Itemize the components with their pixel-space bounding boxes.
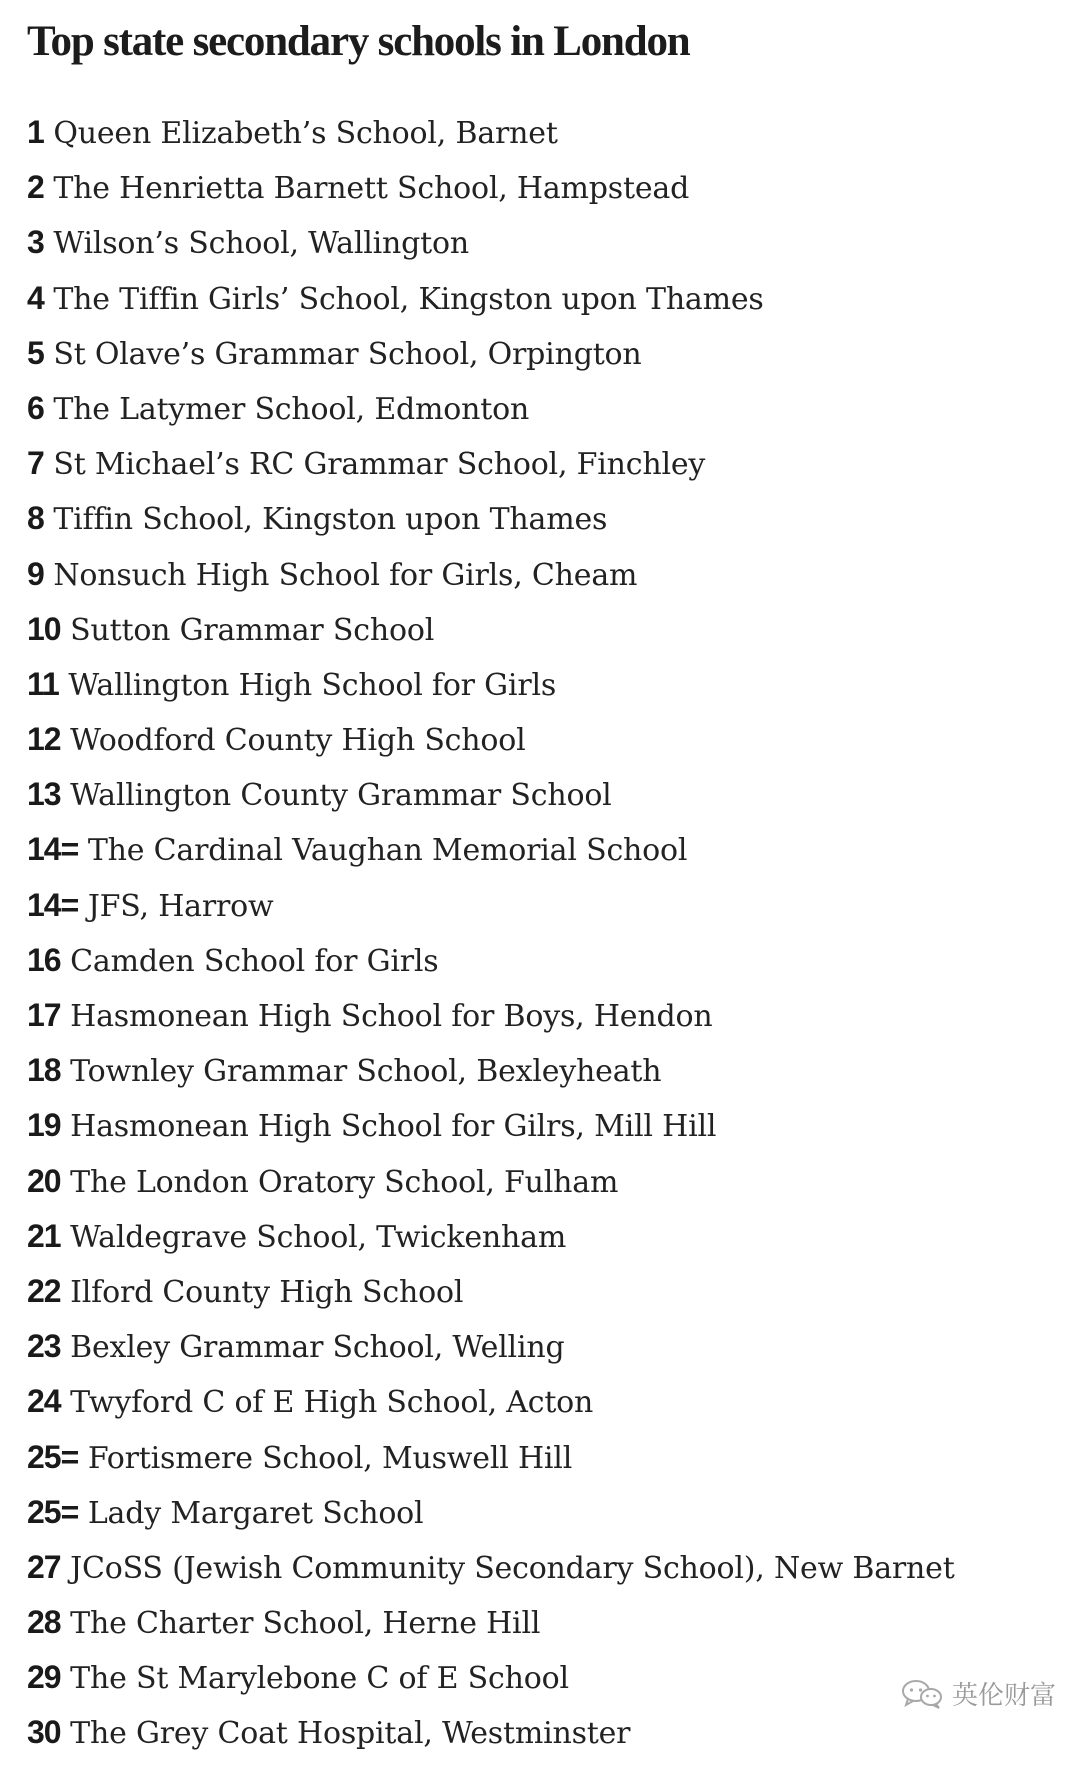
school-name: JFS, Harrow <box>87 888 274 924</box>
school-rank: 2 <box>27 169 44 206</box>
school-name: Wallington High School for Girls <box>68 667 557 703</box>
school-name: The Latymer School, Edmonton <box>53 391 530 427</box>
school-name: Sutton Grammar School <box>70 612 435 648</box>
school-name: The Cardinal Vaughan Memorial School <box>87 833 688 869</box>
school-rank: 11 <box>27 665 59 702</box>
list-item <box>27 1215 1057 1270</box>
school-rank: 10 <box>27 610 61 647</box>
list-item <box>27 1270 1057 1325</box>
school-name: Townley Grammar School, Bexleyheath <box>70 1054 662 1090</box>
list-item <box>27 1546 1057 1601</box>
school-name: Lady Margaret School <box>87 1495 424 1531</box>
school-name: The Henrietta Barnett School, Hampstead <box>53 171 690 207</box>
list-item <box>27 1601 1057 1656</box>
school-name: Hasmonean High School for Boys, Hendon <box>70 999 713 1034</box>
school-rank: 1 <box>27 114 44 150</box>
school-name: The London Oratory School, Fulham <box>70 1164 619 1200</box>
school-rank: 12 <box>27 721 61 758</box>
school-name: Wilson’s School, Wallington <box>53 226 470 262</box>
school-name: The Grey Coat Hospital, Westminster <box>70 1716 631 1752</box>
list-item <box>27 111 1057 166</box>
list-item <box>27 663 1057 718</box>
school-rank: 13 <box>27 776 61 813</box>
school-name: Ilford County High School <box>70 1274 464 1310</box>
school-rank: 6 <box>27 389 44 426</box>
school-rank: 29 <box>27 1659 61 1696</box>
school-rank: 5 <box>27 334 44 371</box>
list-item <box>27 1436 1057 1491</box>
wechat-icon <box>900 1678 944 1710</box>
school-rank: 30 <box>27 1714 61 1751</box>
school-rank: 23 <box>27 1328 61 1365</box>
school-rank: 18 <box>27 1052 61 1089</box>
list-item <box>27 442 1057 497</box>
watermark <box>900 1675 1056 1712</box>
school-name: Bexley Grammar School, Welling <box>70 1330 565 1366</box>
list-item <box>27 608 1057 663</box>
watermark-text: 英伦财富 <box>951 1681 1056 1711</box>
school-rank: 14= <box>27 831 79 868</box>
list-item <box>27 1104 1057 1159</box>
school-name: St Olave’s Grammar School, Orpington <box>53 336 642 372</box>
list-item <box>27 939 1057 994</box>
school-name: The St Marylebone C of E School <box>70 1661 569 1697</box>
school-rank: 19 <box>27 1107 61 1144</box>
school-name: JCoSS (Jewish Community Secondary School), New Barnet <box>70 1550 955 1586</box>
school-rank: 7 <box>27 445 44 482</box>
list-item <box>27 1160 1057 1215</box>
school-rank: 17 <box>27 997 61 1033</box>
school-rank: 4 <box>27 279 44 316</box>
school-rank: 8 <box>27 500 44 537</box>
list-item <box>27 1711 1057 1766</box>
list-item <box>27 1491 1057 1546</box>
school-name: Hasmonean High School for Gilrs, Mill Hill <box>70 1109 717 1145</box>
school-name: Camden School for Girls <box>70 943 439 979</box>
school-name: Fortismere School, Muswell Hill <box>87 1440 573 1476</box>
school-list <box>27 111 1057 1767</box>
list-item <box>27 497 1057 552</box>
list-item <box>27 718 1057 773</box>
list-item <box>27 994 1057 1049</box>
list-item <box>27 1325 1057 1380</box>
list-item <box>27 1380 1057 1435</box>
school-name: The Tiffin Girls’ School, Kingston upon Thames <box>53 281 764 317</box>
page-title: Top state secondary schools in London <box>27 18 690 65</box>
school-name: Tiffin School, Kingston upon Thames <box>53 502 608 538</box>
school-rank: 25= <box>27 1493 79 1530</box>
school-name: Wallington County Grammar School <box>70 778 612 814</box>
school-name: Waldegrave School, Twickenham <box>70 1219 567 1255</box>
list-item <box>27 332 1057 387</box>
school-rank: 22 <box>27 1272 61 1309</box>
school-name: Twyford C of E High School, Acton <box>70 1385 594 1421</box>
school-rank: 28 <box>27 1604 61 1641</box>
school-name: Nonsuch High School for Girls, Cheam <box>53 557 638 593</box>
school-rank: 14= <box>27 886 79 923</box>
school-name: Woodford County High School <box>70 723 526 759</box>
list-item <box>27 553 1057 608</box>
list-item <box>27 773 1057 828</box>
school-rank: 21 <box>27 1217 61 1254</box>
school-rank: 24 <box>27 1383 61 1420</box>
school-rank: 16 <box>27 941 61 978</box>
school-rank: 20 <box>27 1162 61 1199</box>
school-rank: 9 <box>27 555 44 592</box>
article-content <box>27 0 1057 1767</box>
list-item <box>27 166 1057 221</box>
list-item <box>27 277 1057 332</box>
school-name: Queen Elizabeth’s School, Barnet <box>53 116 558 151</box>
school-rank: 25= <box>27 1438 79 1475</box>
school-rank: 3 <box>27 224 44 261</box>
list-item <box>27 1049 1057 1104</box>
list-item <box>27 884 1057 939</box>
list-item <box>27 828 1057 883</box>
list-item <box>27 221 1057 276</box>
school-name: St Michael’s RC Grammar School, Finchley <box>53 447 706 483</box>
school-rank: 27 <box>27 1548 61 1585</box>
school-name: The Charter School, Herne Hill <box>70 1606 541 1642</box>
list-item <box>27 387 1057 442</box>
